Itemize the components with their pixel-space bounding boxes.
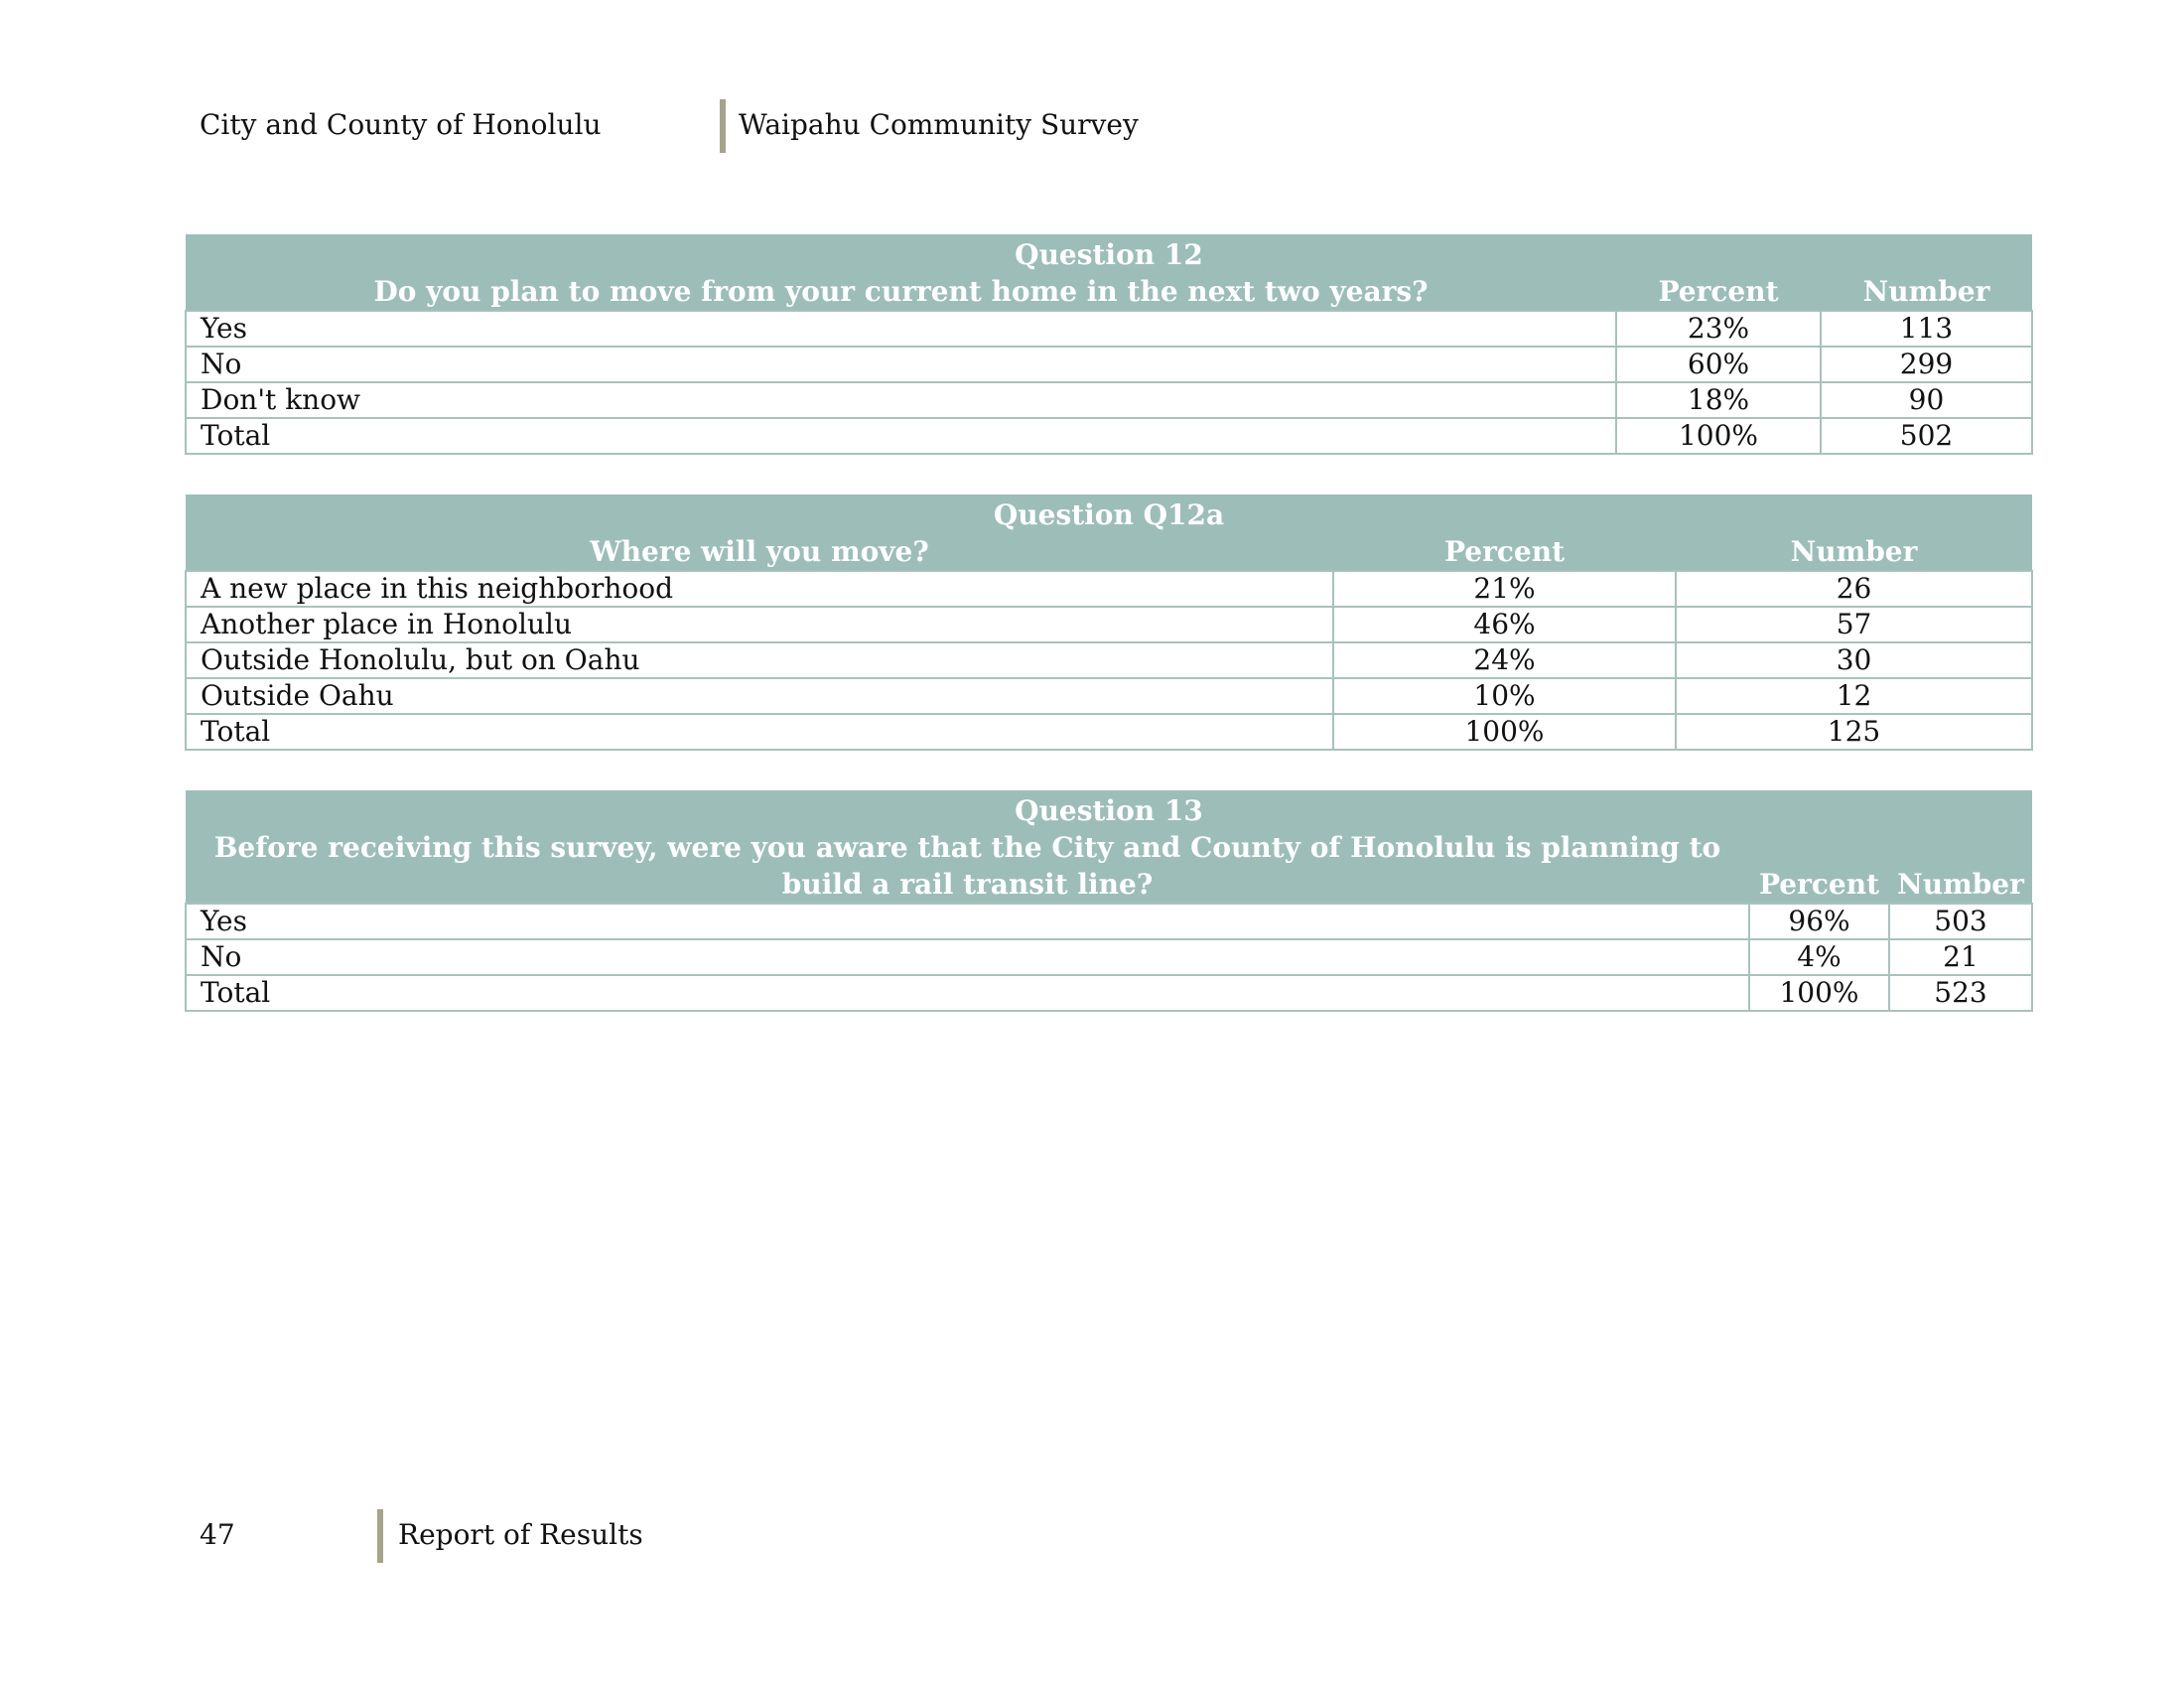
row-number: 502 xyxy=(1821,418,2032,454)
row-number: 503 xyxy=(1889,904,2032,939)
question-12a-table xyxy=(185,494,2033,751)
row-percent: 96% xyxy=(1749,904,1889,939)
row-label: Total xyxy=(186,975,1749,1011)
question-13-number-header: Number xyxy=(1889,829,2032,904)
question-12-title: Question 12 xyxy=(186,234,2032,273)
row-number: 57 xyxy=(1676,607,2032,642)
row-label: Yes xyxy=(186,311,1616,347)
table-row xyxy=(186,642,2032,678)
question-12a-prompt: Where will you move? xyxy=(186,533,1333,571)
row-number: 523 xyxy=(1889,975,2032,1011)
table-row xyxy=(186,382,2032,418)
row-label: Outside Honolulu, but on Oahu xyxy=(186,642,1333,678)
row-percent: 24% xyxy=(1333,642,1676,678)
question-13-table xyxy=(185,790,2033,1012)
header-divider xyxy=(720,99,726,153)
row-label: Total xyxy=(186,714,1333,750)
question-13-title: Question 13 xyxy=(186,790,2032,829)
page-header xyxy=(0,0,2184,169)
row-number: 125 xyxy=(1676,714,2032,750)
question-12-table xyxy=(185,234,2033,455)
row-label: Yes xyxy=(186,904,1749,939)
table-row xyxy=(186,939,2032,975)
header-organization: City and County of Honolulu xyxy=(200,108,602,141)
question-12a-title: Question Q12a xyxy=(186,494,2032,533)
row-percent: 21% xyxy=(1333,571,1676,607)
row-number: 21 xyxy=(1889,939,2032,975)
row-label: No xyxy=(186,347,1616,382)
table-row xyxy=(186,904,2032,939)
table-row xyxy=(186,347,2032,382)
row-label: A new place in this neighborhood xyxy=(186,571,1333,607)
table-row xyxy=(186,571,2032,607)
question-12a-percent-header: Percent xyxy=(1333,533,1676,571)
row-percent: 18% xyxy=(1616,382,1821,418)
page-number: 47 xyxy=(200,1518,235,1551)
row-percent: 60% xyxy=(1616,347,1821,382)
table-row-total xyxy=(186,714,2032,750)
page-footer xyxy=(0,1489,2184,1589)
question-12-number-header: Number xyxy=(1821,273,2032,311)
row-percent: 23% xyxy=(1616,311,1821,347)
row-percent: 10% xyxy=(1333,678,1676,714)
row-percent: 100% xyxy=(1333,714,1676,750)
row-number: 299 xyxy=(1821,347,2032,382)
row-percent: 100% xyxy=(1749,975,1889,1011)
footer-divider xyxy=(377,1509,383,1563)
question-12-percent-header: Percent xyxy=(1616,273,1821,311)
table-row xyxy=(186,607,2032,642)
row-percent: 46% xyxy=(1333,607,1676,642)
question-12a-number-header: Number xyxy=(1676,533,2032,571)
table-row xyxy=(186,311,2032,347)
header-document-title: Waipahu Community Survey xyxy=(739,108,1139,141)
row-percent: 4% xyxy=(1749,939,1889,975)
question-13-prompt: Before receiving this survey, were you aware that the City and County of Honolulu is planning to build a rail transit line? xyxy=(186,829,1749,904)
table-row-total xyxy=(186,418,2032,454)
row-percent: 100% xyxy=(1616,418,1821,454)
row-label: No xyxy=(186,939,1749,975)
row-number: 26 xyxy=(1676,571,2032,607)
table-row-total xyxy=(186,975,2032,1011)
footer-title: Report of Results xyxy=(398,1518,643,1551)
question-12-prompt: Do you plan to move from your current home in the next two years? xyxy=(186,273,1616,311)
row-label: Don't know xyxy=(186,382,1616,418)
row-number: 113 xyxy=(1821,311,2032,347)
table-row xyxy=(186,678,2032,714)
row-number: 90 xyxy=(1821,382,2032,418)
row-label: Total xyxy=(186,418,1616,454)
question-13-percent-header: Percent xyxy=(1749,829,1889,904)
row-label: Another place in Honolulu xyxy=(186,607,1333,642)
row-number: 12 xyxy=(1676,678,2032,714)
row-label: Outside Oahu xyxy=(186,678,1333,714)
row-number: 30 xyxy=(1676,642,2032,678)
